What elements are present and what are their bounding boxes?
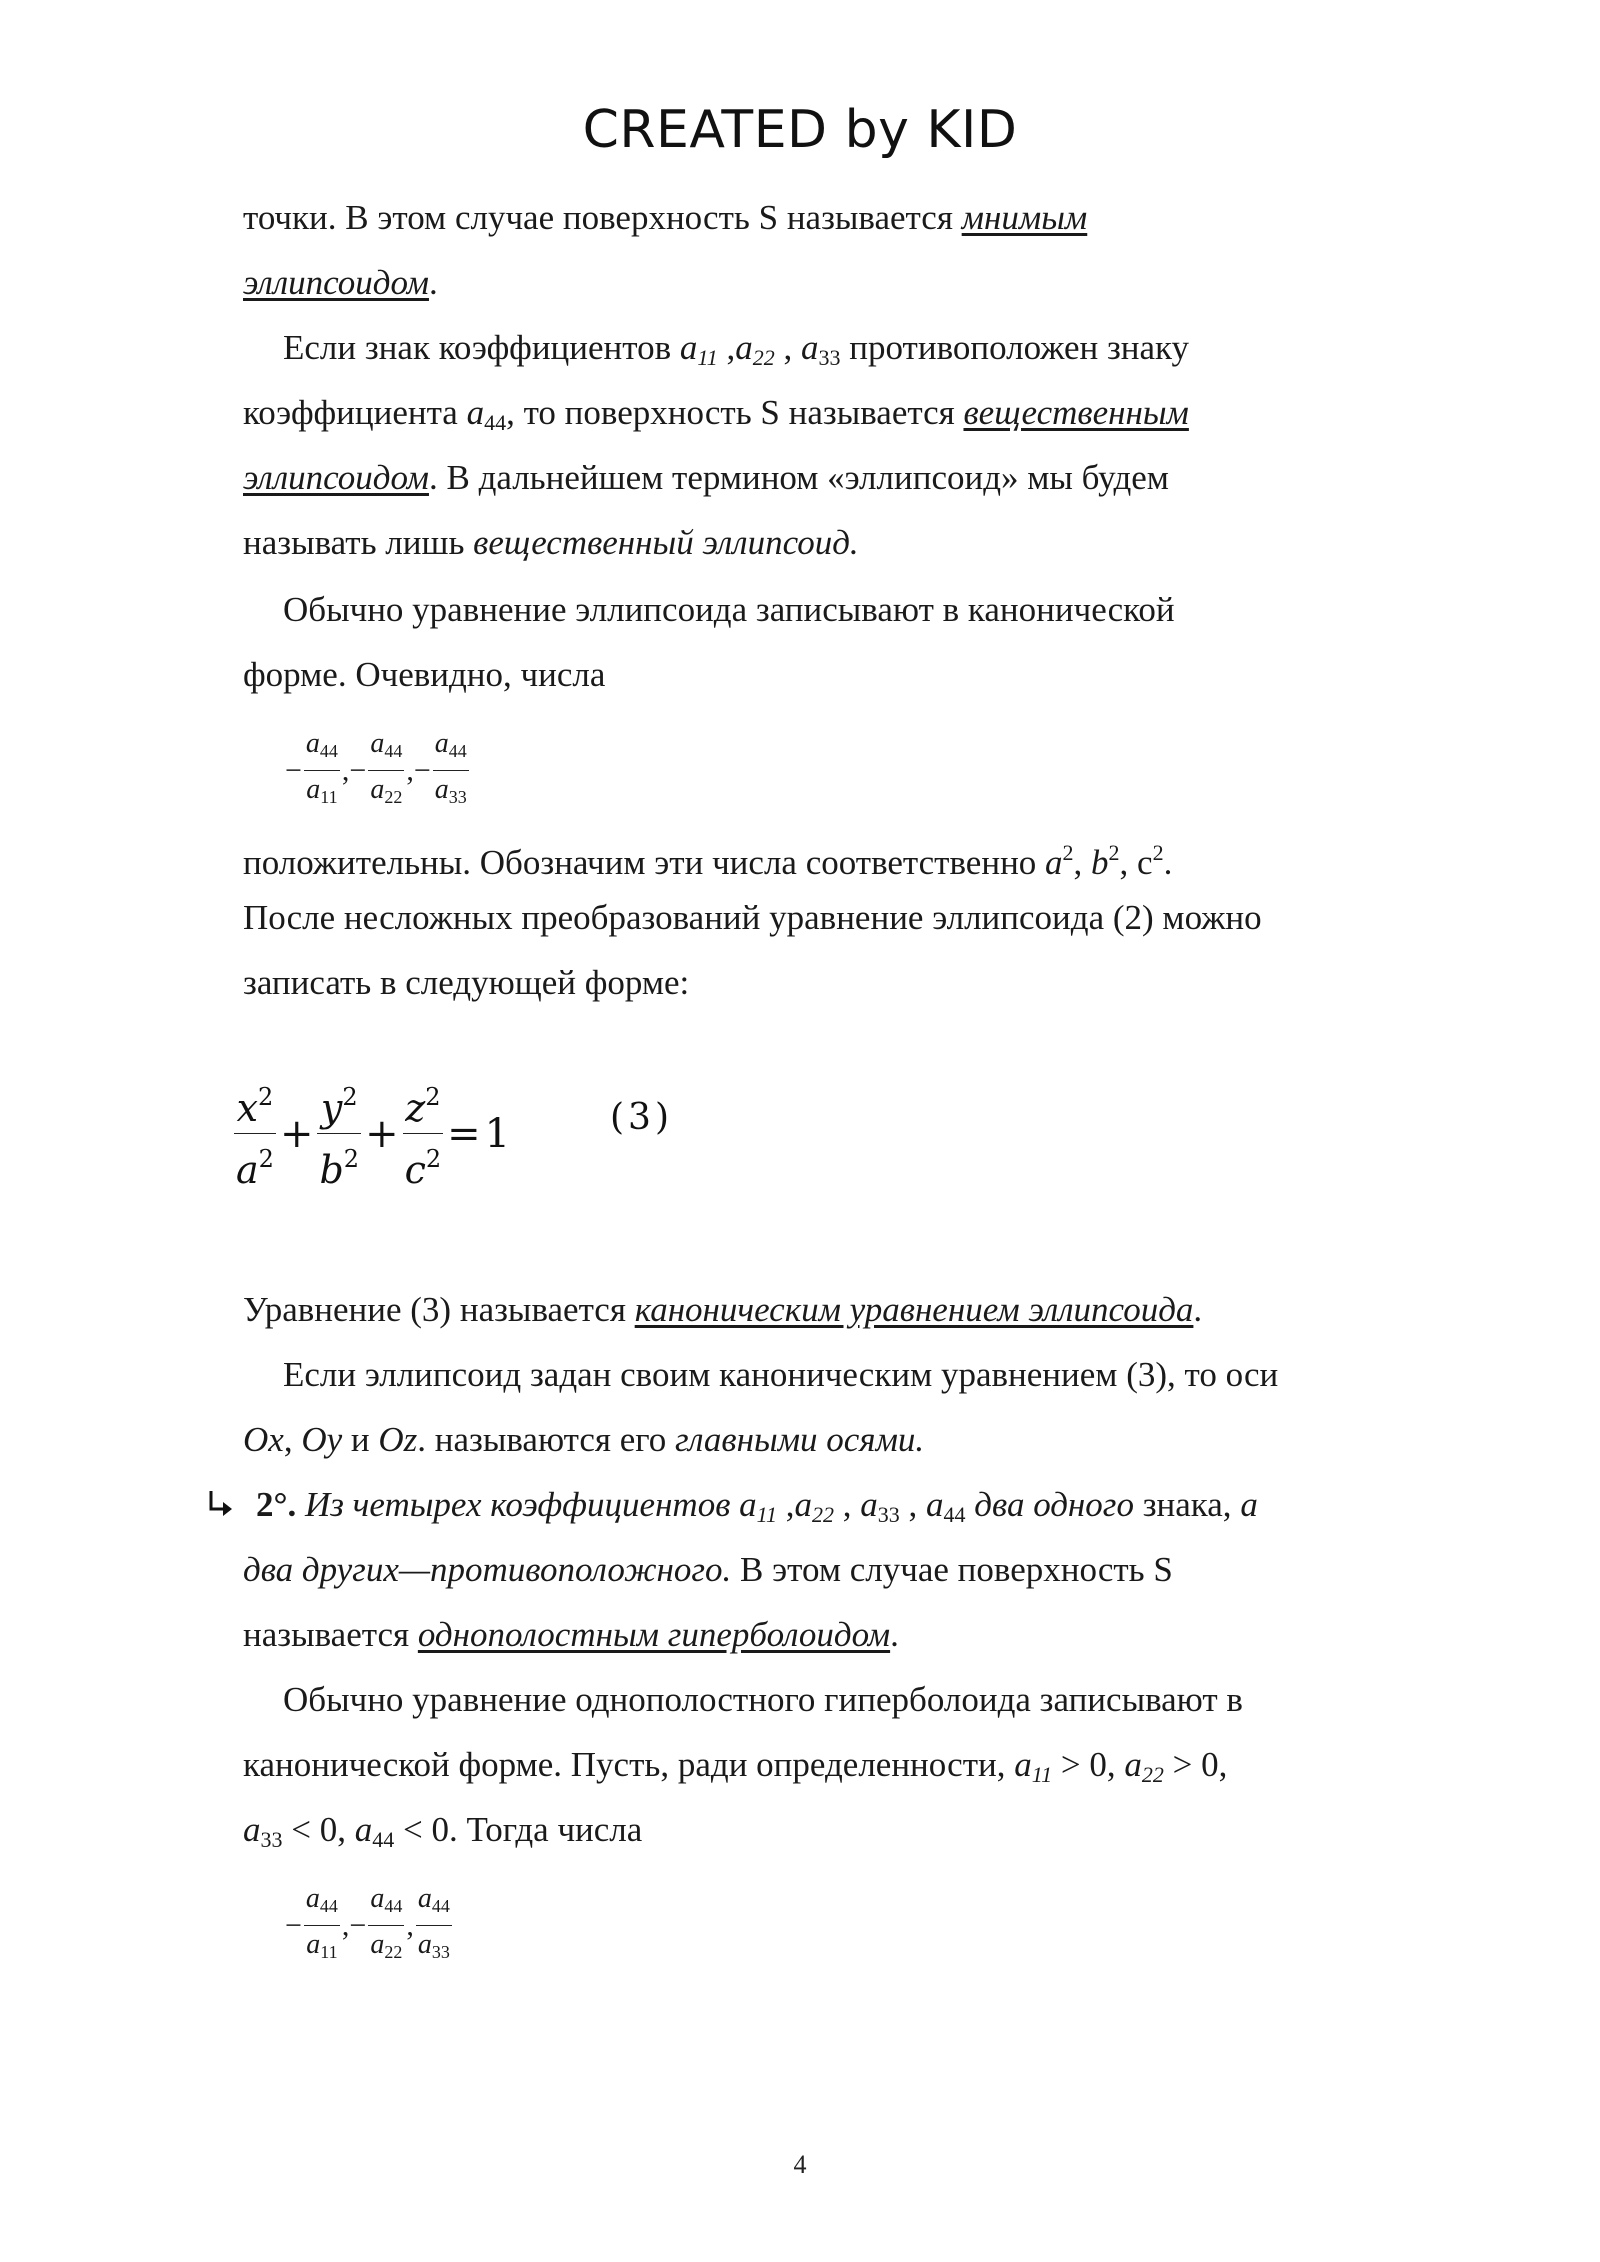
separator: , bbox=[406, 1908, 414, 1942]
subscript: 11 bbox=[320, 1942, 338, 1962]
subscript: 44 bbox=[319, 741, 338, 761]
fraction-denominator bbox=[403, 1134, 444, 1195]
text-line: точки. В этом случае поверхность S называется мнимым bbox=[243, 198, 1088, 237]
arrow-bullet-icon bbox=[205, 1487, 239, 1521]
term-ellipsoid: эллипсоидом bbox=[243, 458, 429, 497]
subscript: 33 bbox=[448, 787, 467, 807]
subscript: 22 bbox=[384, 1942, 403, 1962]
term-imaginary: мнимым bbox=[961, 198, 1088, 237]
text-line: эллипсоидом. В дальнейшем термином «эллипсоид» мы будем bbox=[243, 458, 1169, 497]
text-line: Обычно уравнение эллипсоида записывают в канонической bbox=[283, 590, 1175, 629]
fraction bbox=[368, 725, 404, 816]
fraction-numerator bbox=[304, 1880, 340, 1926]
fraction-denominator bbox=[304, 1926, 340, 1971]
fraction-numerator bbox=[234, 1072, 276, 1134]
variable: a bbox=[434, 774, 449, 805]
text-line: записать в следующей форме: bbox=[243, 963, 690, 1002]
separator: , bbox=[406, 753, 414, 787]
exponent: 2 bbox=[343, 1145, 360, 1173]
variable: a bbox=[417, 1883, 432, 1914]
text-line: 2°. Из четырех коэффициентов $a_{11}$ $,a_{22}$ , $a_{33}$ , $a_{44}$ два одного знака, а bbox=[256, 1485, 1258, 1527]
text-line: два других—противоположного. В этом случае поверхность S bbox=[243, 1550, 1173, 1589]
text-line: положительны. Обозначим эти числа соответственно $a^2$, $b^2$, $c^2$. bbox=[243, 840, 1173, 882]
text-line: Обычно уравнение однополостного гиперболоида записывают в bbox=[283, 1680, 1243, 1719]
subscript: 33 bbox=[431, 1942, 450, 1962]
variable: a bbox=[236, 1148, 259, 1192]
variable: a bbox=[305, 728, 320, 759]
item-number: 2°. bbox=[256, 1485, 297, 1524]
subscript: 44 bbox=[384, 1896, 403, 1916]
page-number: 4 bbox=[793, 2150, 807, 2179]
term-real: вещественным bbox=[963, 393, 1189, 432]
fraction-numerator bbox=[433, 725, 469, 771]
text-line: Если знак коэффициентов $a_{11}$ $,a_{22}$ , $a_{33}$ противоположен знаку bbox=[283, 328, 1190, 370]
text-line: После несложных преобразований уравнение эллипсоида (2) можно bbox=[243, 898, 1262, 937]
fraction bbox=[368, 1880, 404, 1971]
fraction-numerator bbox=[368, 725, 404, 771]
fraction bbox=[317, 1072, 361, 1195]
variable: a bbox=[306, 774, 321, 805]
fraction bbox=[416, 1880, 452, 1971]
minus-sign: − bbox=[285, 1908, 302, 1942]
operator: + bbox=[279, 1110, 314, 1157]
operator: = bbox=[447, 1110, 481, 1157]
exponent: 2 bbox=[258, 1083, 274, 1111]
text-line: Ox, Oy и Oz. называются его главными осями. bbox=[243, 1420, 925, 1459]
variable: z bbox=[405, 1086, 426, 1130]
variable: a bbox=[305, 1883, 320, 1914]
variable: x bbox=[236, 1086, 259, 1130]
exponent: 2 bbox=[258, 1145, 274, 1173]
variable: a bbox=[434, 728, 449, 759]
fraction-numerator bbox=[317, 1072, 361, 1134]
text-line: называется однополостным гиперболоидом. bbox=[243, 1615, 899, 1654]
text-line: эллипсоидом. bbox=[243, 263, 438, 302]
term-canonical-equation: каноническим уравнением эллипсоида bbox=[634, 1290, 1194, 1329]
fraction-list bbox=[285, 725, 471, 816]
fraction-numerator bbox=[416, 1880, 452, 1926]
fraction bbox=[234, 1072, 276, 1195]
variable: a bbox=[370, 1929, 385, 1960]
text-line: Уравнение (3) называется каноническим уравнением эллипсоида. bbox=[243, 1290, 1203, 1329]
variable: a bbox=[370, 774, 385, 805]
exponent: 2 bbox=[425, 1083, 441, 1111]
equation-number: (3) bbox=[610, 1097, 673, 1138]
subscript: 44 bbox=[384, 741, 403, 761]
variable: a bbox=[370, 728, 385, 759]
fraction bbox=[304, 725, 340, 816]
variable: a bbox=[306, 1929, 321, 1960]
variable: a bbox=[370, 1883, 385, 1914]
variable: a bbox=[417, 1929, 432, 1960]
operator: + bbox=[365, 1110, 399, 1157]
fraction-numerator bbox=[304, 725, 340, 771]
minus-sign: − bbox=[285, 753, 302, 787]
text-line: коэффициента $a_{44}$, то поверхность S называется вещественным bbox=[243, 393, 1189, 435]
minus-sign: − bbox=[349, 1908, 367, 1942]
canonical-equation bbox=[232, 1072, 512, 1195]
fraction-denominator bbox=[317, 1134, 361, 1195]
minus-sign: − bbox=[349, 753, 367, 787]
exponent: 2 bbox=[425, 1145, 442, 1173]
text-line: канонической форме. Пусть, ради определенности, $a_{11} > 0$, $a_{22} > 0$, bbox=[243, 1745, 1228, 1787]
fraction-denominator bbox=[368, 771, 404, 816]
exponent: 2 bbox=[342, 1083, 358, 1111]
fraction bbox=[403, 1072, 444, 1195]
fraction-denominator bbox=[416, 1926, 452, 1971]
fraction bbox=[433, 725, 469, 816]
text-line: называть лишь вещественный эллипсоид. bbox=[243, 523, 859, 562]
page-header: CREATED by KID bbox=[582, 100, 1018, 160]
fraction-numerator bbox=[403, 1072, 444, 1134]
fraction-denominator bbox=[304, 771, 340, 816]
fraction bbox=[304, 1880, 340, 1971]
equation-rhs: 1 bbox=[484, 1110, 511, 1157]
subscript: 44 bbox=[319, 1896, 338, 1916]
text-line: Если эллипсоид задан своим каноническим уравнением (3), то оси bbox=[283, 1355, 1279, 1394]
subscript: 44 bbox=[431, 1896, 450, 1916]
subscript: 44 bbox=[448, 741, 467, 761]
text-line: форме. Очевидно, числа bbox=[243, 655, 606, 694]
variable: b bbox=[319, 1148, 344, 1192]
fraction-list bbox=[285, 1880, 454, 1971]
term-ellipsoid: эллипсоидом bbox=[243, 263, 429, 302]
variable: y bbox=[320, 1086, 343, 1130]
fraction-denominator bbox=[433, 771, 469, 816]
fraction-denominator bbox=[368, 1926, 404, 1971]
text-line: $a_{33} < 0$, $a_{44} < 0$. Тогда числа bbox=[243, 1810, 643, 1852]
term-hyperboloid: однополостным гиперболоидом bbox=[417, 1615, 891, 1654]
fraction-denominator bbox=[234, 1134, 276, 1195]
subscript: 11 bbox=[320, 787, 338, 807]
separator: , bbox=[341, 1908, 350, 1942]
subscript: 22 bbox=[384, 787, 403, 807]
separator: , bbox=[341, 753, 350, 787]
variable: c bbox=[404, 1148, 426, 1192]
minus-sign: − bbox=[413, 753, 431, 787]
fraction-numerator bbox=[368, 1880, 404, 1926]
